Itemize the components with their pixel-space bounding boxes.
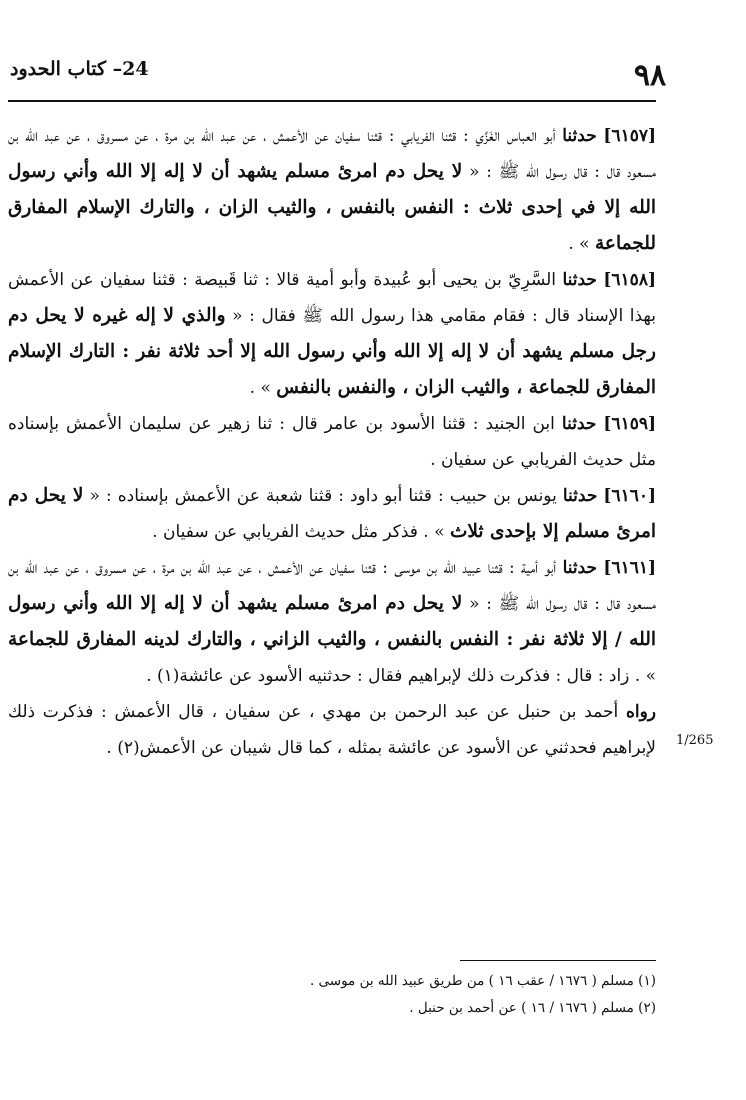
isnad-text: ابن الجنيد : قثنا الأسود بن عامر قال : ثنا زهير عن سليمان الأعمش بإسناده مثل حديث الفريابي عن سفيان . xyxy=(8,414,656,470)
tail-text: » . زاد : قال : فذكرت ذلك لإبراهيم فقال : حدثنيه الأسود عن عائشة(١) . xyxy=(146,666,656,686)
hadith-number: [٦١٦٠] xyxy=(603,486,657,506)
hadith-number: [٦١٥٩] xyxy=(603,414,657,434)
isnad-text: أبو أمية : قثنا عبيد الله بن موسى : قثنا سفيان عن الأعمش ، عن عبد الله بن مرة ، عن مسروق ، عن عبد الله بن مسعود قال : قال رسول الله ﷺ : « xyxy=(8,558,656,614)
page-number: ٩٨ xyxy=(633,58,667,93)
hadith-6161 xyxy=(8,550,656,694)
footnote-2: (٢) مسلم ( ١٦٧٦ / ١٦ ) عن أحمد بن حنبل . xyxy=(409,1000,656,1016)
riwayah-note xyxy=(8,694,656,766)
hadith-number: [٦١٦١] xyxy=(603,558,657,578)
matn-text: والذي لا إله غيره لا يحل دم رجل مسلم يشهد أن لا إله إلا الله وأني رسول الله إلا أحد ثلاثة نفر : التارك الإسلام المفارق للجماعة ، والثيب الزان ، والنفس بالنفس xyxy=(8,305,656,398)
main-text xyxy=(8,118,656,766)
narration-lead: حدثنا xyxy=(562,126,597,146)
tail-text: » . xyxy=(249,378,271,398)
matn-text: لا يحل دم امرئ مسلم يشهد أن لا إله إلا الله وأني رسول الله إلا في إحدى ثلاث : النفس بالنفس ، والثيب الزان ، والتارك الإسلام المفارق للجماعة xyxy=(8,161,656,254)
narration-lead: حدثنا xyxy=(562,486,598,506)
hadith-number: [٦١٥٨] xyxy=(603,270,656,290)
hadith-6157 xyxy=(8,118,656,262)
narration-lead: حدثنا xyxy=(562,270,597,290)
narration-lead: حدثنا xyxy=(561,414,597,434)
manuscript-folio-note: 1/265 xyxy=(676,733,714,748)
running-title: 24– كتاب الحدود xyxy=(10,58,149,80)
hadith-6158 xyxy=(8,262,656,406)
matn-text: لا يحل دم امرئ مسلم إلا بإحدى ثلاث xyxy=(8,485,656,542)
footnote-1: (١) مسلم ( ١٦٧٦ / عقب ١٦ ) من طريق عبيد الله بن موسى . xyxy=(309,973,656,989)
hadith-6159 xyxy=(8,406,656,478)
hadith-number: [٦١٥٧] xyxy=(603,126,657,146)
isnad-text: أحمد بن حنبل عن عبد الرحمن بن مهدي ، عن سفيان ، قال الأعمش : فذكرت ذلك لإبراهيم فحدثني عن الأسود عن عائشة بمثله ، كما قال شيبان عن الأعمش(٢) . xyxy=(8,702,656,758)
tail-text: » . xyxy=(568,234,590,254)
isnad-text: يونس بن حبيب : قثنا أبو داود : قثنا شعبة عن الأعمش بإسناده : « xyxy=(89,486,557,506)
header-rule xyxy=(8,100,656,102)
tail-text: » . فذكر مثل حديث الفريابي عن سفيان . xyxy=(152,522,445,542)
hadith-6160 xyxy=(8,478,656,550)
isnad-text: أبو العباس الغَزِّي : قثنا الفريابي : قثنا سفيان عن الأعمش ، عن عبد الله بن مرة ، عن مسروق ، عن عبد الله بن مسعود قال : قال رسول الله ﷺ : « xyxy=(8,126,656,182)
matn-text: لا يحل دم امرئ مسلم يشهد أن لا إله إلا الله وأني رسول الله / إلا ثلاثة نفر : النفس بالنفس ، والثيب الزاني ، والتارك لدينه المفارق للجماعة xyxy=(8,593,656,650)
footnote-rule xyxy=(460,960,656,961)
footnotes xyxy=(8,968,656,1022)
narration-lead: رواه xyxy=(625,702,656,722)
narration-lead: حدثنا xyxy=(562,558,598,578)
isnad-text: السَّرِيّ بن يحيى أبو عُبيدة وأبو أمية قالا : ثنا قَبيصة : قثنا سفيان عن الأعمش بهذا الإسناد قال : فقام مقامي هذا رسول الله ﷺ فقال : « xyxy=(8,270,657,326)
